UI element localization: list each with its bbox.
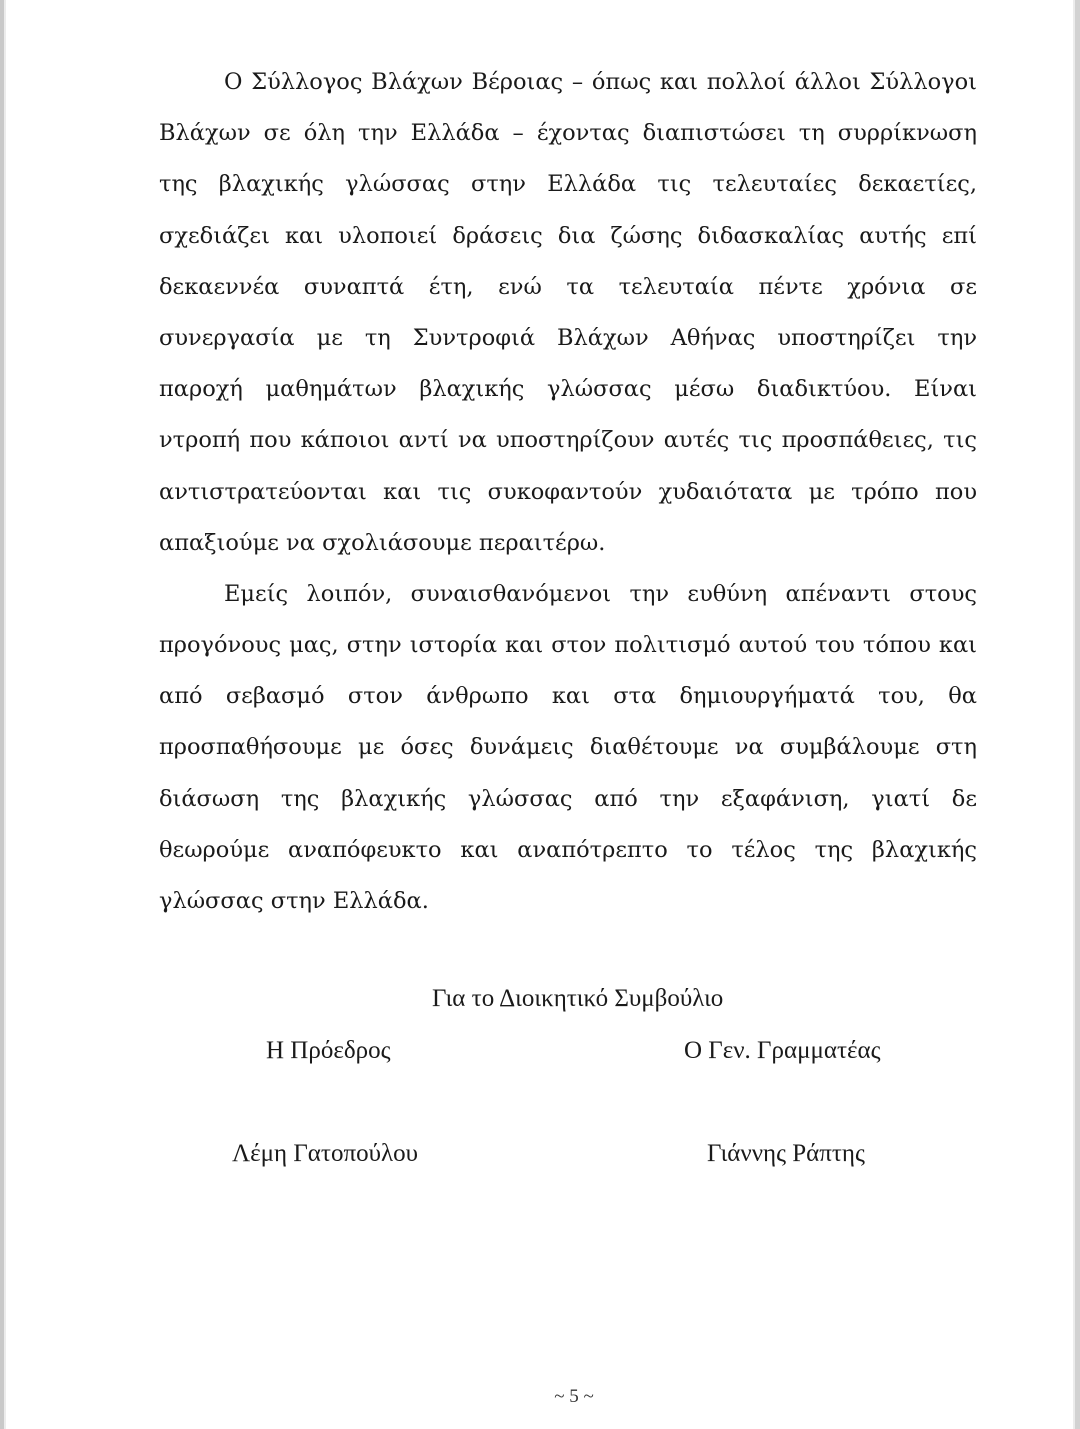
secretary-title: Ο Γεν. Γραμματέας [684,1037,881,1064]
text-line: Βλάχων σε όλη την Ελλάδα – έχοντας διαπιστώσει τη συρρίκνωση [159,120,977,147]
page-number: ~ 5 ~ [554,1386,594,1407]
text-line: παροχή μαθημάτων βλαχικής γλώσσας μέσω διαδικτύου. Είναι [159,376,977,403]
text-line: θεωρούμε αναπόφευκτο και αναπότρεπτο το τέλος της βλαχικής [159,836,977,863]
text-line: Ο Σύλλογος Βλάχων Βέροιας – όπως και πολλοί άλλοι Σύλλογοι [224,69,977,95]
text-line: συνεργασία με τη Συντροφιά Βλάχων Αθήνας υποστηρίζει την [159,324,977,351]
text-line: της βλαχικής γλώσσας στην Ελλάδα τις τελευταίες δεκαετίες, [159,171,977,198]
president-title: Η Πρόεδρος [266,1037,391,1064]
paragraph-1 [159,62,977,574]
text-line: Εμείς λοιπόν, συναισθανόμενοι την ευθύνη απέναντι στους [224,580,977,607]
secretary-name: Γιάννης Ράπτης [707,1140,865,1167]
paragraph-2 [159,574,977,932]
president-name: Λέμη Γατοπούλου [232,1140,418,1167]
text-line: σχεδιάζει και υλοποιεί δράσεις δια ζώσης διδασκαλίας αυτής επί [159,222,977,249]
text-line: γλώσσας στην Ελλάδα. [159,888,429,914]
text-line: αντιστρατεύονται και τις συκοφαντούν χυδαιότατα με τρόπο που [159,478,977,505]
text-line: απαξιούμε να σχολιάσουμε περαιτέρω. [159,529,606,556]
text-line: προγόνους μας, στην ιστορία και στον πολιτισμό αυτού του τόπου και [159,632,977,659]
text-line: προσπαθήσουμε με όσες δυνάμεις διαθέτουμε να συμβάλουμε στη [159,734,977,761]
text-line: από σεβασμό στον άνθρωπο και στα δημιουργήματά του, θα [159,683,977,710]
board-heading: Για το Διοικητικό Συμβούλιο [432,985,724,1012]
text-line: διάσωση της βλαχικής γλώσσας από την εξαφάνιση, γιατί δε [159,785,977,812]
text-line: δεκαεννέα συναπτά έτη, ενώ τα τελευταία πέντε χρόνια σε [159,273,977,300]
body-text [159,62,977,932]
text-line: ντροπή που κάποιοι αντί να υποστηρίζουν αυτές τις προσπάθειες, τις [159,427,977,454]
